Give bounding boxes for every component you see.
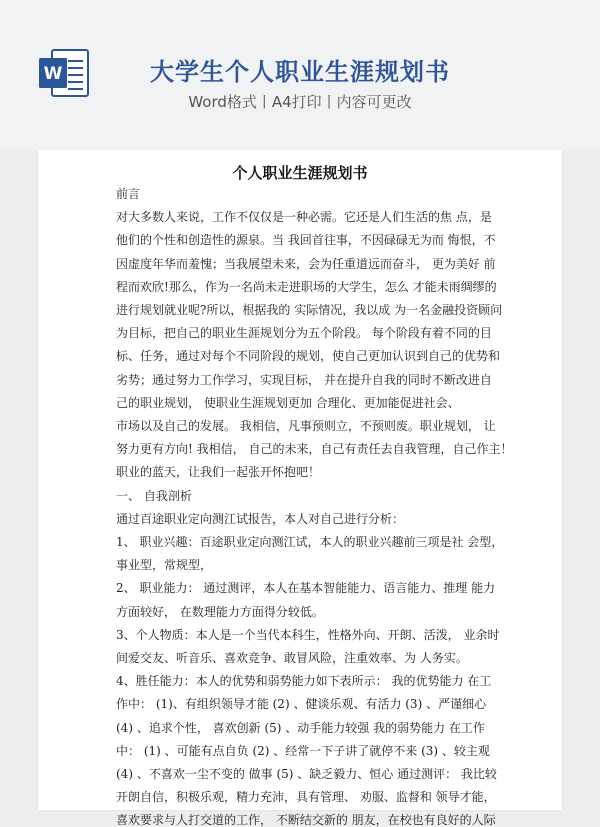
document-line: 事业型，常规型，	[116, 558, 213, 573]
document-line: 市场以及自己的发展。 我相信，凡事预则立，不预则废。职业规划， 让	[116, 419, 496, 433]
document-title: 个人职业生涯规划书	[232, 164, 368, 182]
document-line: 1、 职业兴趣：百途职业定向测江试，本人的职业兴趣前三项是社 会型，	[116, 535, 504, 549]
document-line: 为目标，把自己的职业生涯规划分为五个阶段。 每个阶段有着不同的目	[116, 326, 492, 341]
document-line: 职业的蓝天，让我们一起张开怀抱吧！	[116, 465, 321, 480]
document-line: 通过百途职业定向测江试报告，本人对自己进行分析：	[116, 511, 405, 526]
document-line: 己的职业规划， 使职业生涯规划更加 合理化、更加能促进社会、	[116, 395, 460, 410]
document-line: 标、任务，通过对每个不同阶段的规划，使自己更加认识到自己的优势和	[116, 349, 501, 364]
document-line: 进行规划就业呢?所以，根据我的 实际情况，我以成 为一名金融投资顾问	[116, 303, 503, 317]
document-line: 一、 自我剖析	[116, 488, 192, 503]
document-line: 努力更有方向! 我相信， 自己的未来，自己有责任去自我管理，自己作主！	[116, 442, 513, 457]
document-line: 3、个人物质：本人是一个当代本科生，性格外向、开朗、活泼， 业余时	[116, 627, 500, 642]
document-line: 喜欢要求与人打交道的工作， 不断结交新的 朋友，在校也有良好的人际	[116, 813, 496, 827]
document-line: 他们的个性和创造性的源泉。当 我回首往事，不因碌碌无为而 悔恨，不	[116, 233, 496, 248]
document-line: 4、胜任能力：本人的优势和弱势能力如下表所示： 我的优势能力 在工	[116, 674, 492, 689]
document-line: 方面较好， 在数理能力方面得分较低。	[116, 604, 324, 619]
page-subtitle: Word格式丨A4打印丨内容可更改	[188, 93, 412, 111]
document-line: 间爱交友、听音乐、喜欢竞争、敢冒风险，注重效率、为 人务实。	[116, 651, 468, 665]
document-line: (4) 、追求个性， 喜欢创新 (5) 、动手能力较强 我的弱势能力 在工作	[116, 720, 485, 735]
document-line: 中： (1) 、可能有点自负 (2) 、经常一下子讲了就停不来 (3) 、较主观	[116, 743, 490, 758]
document-line: 前言	[116, 187, 141, 201]
word-icon-letter: W	[43, 64, 63, 84]
document-line: (4) 、不喜欢一尘不变的 做事 (5) 、缺乏毅力、恒心 通过测评： 我比较	[116, 767, 497, 781]
document-line: 开朗自信，积极乐观，精力充沛，具有管理、 劝服、监督和 领导才能，	[116, 790, 496, 805]
document-page	[38, 150, 562, 827]
document-line: 2、 职业能力： 通过测评，本人在基本智能能力、语言能力、推理 能力	[116, 581, 496, 596]
document-line: 劣势；通过努力工作学习，实现目标， 并在提升自我的同时不断改进自	[116, 372, 492, 387]
document-line: 对大多数人来说，工作不仅仅是一种必需。它还是人们生活的焦 点，是	[116, 210, 492, 225]
document-line: 因虚度年华而羞愧；当我展望未来，会为任重道远而奋斗， 更为美好 前	[116, 256, 496, 271]
document-line: 程而欢欣!那么，作为一名尚未走进职场的大学生，怎么 才能未雨绸缪的	[116, 279, 497, 294]
header-banner	[0, 0, 600, 150]
document-line: 作中： (1)、有组织领导才能 (2) 、健谈乐观、有活力 (3) 、严谨细心	[116, 697, 487, 712]
page-title: 大学生个人职业生涯规划书	[150, 58, 450, 86]
